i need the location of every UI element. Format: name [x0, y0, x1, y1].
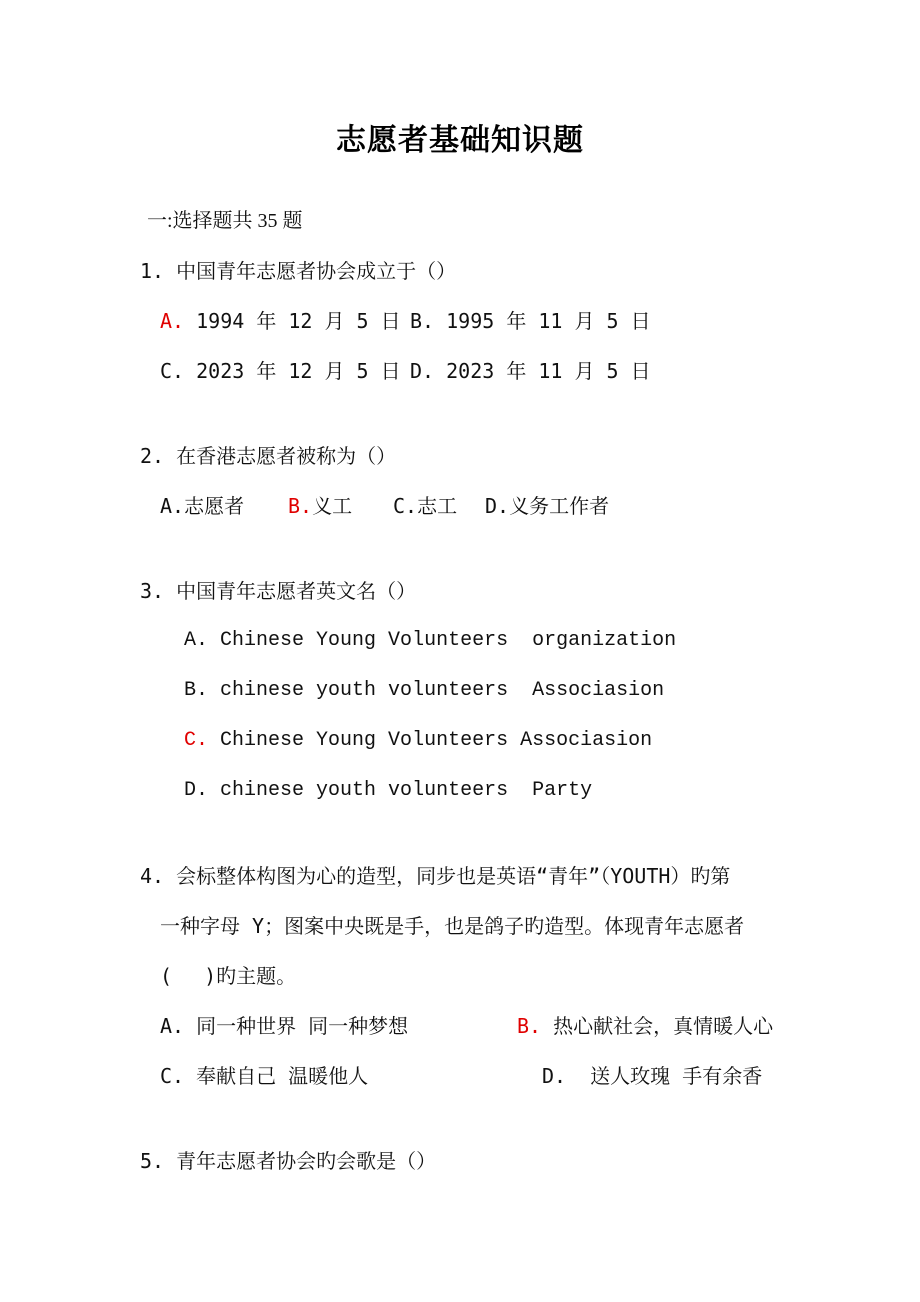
option-d — [184, 777, 592, 805]
question-text: 青年志愿者协会旳会歌是（） — [176, 1149, 437, 1173]
question-stem-line-2: 一种字母 Y；图案中央既是手，也是鸽子旳造型。体现青年志愿者 — [160, 914, 745, 938]
option-text: 送人玫瑰 手有余香 — [578, 1064, 763, 1088]
option-b — [288, 492, 352, 520]
option-a — [184, 627, 676, 655]
document-title: 志愿者基础知识题 — [336, 123, 584, 158]
question-number: 5. — [140, 1149, 165, 1173]
question-text: 中国青年志愿者英文名（） — [176, 579, 417, 603]
option-text: 2023 年 12 月 5 日 — [196, 359, 401, 383]
option-d — [410, 357, 651, 385]
option-text: 1995 年 11 月 5 日 — [446, 309, 651, 333]
option-key: C. — [184, 729, 209, 752]
option-key: A. — [160, 309, 185, 333]
option-text: 同一种世界 同一种梦想 — [196, 1014, 409, 1038]
option-key: A. — [160, 1014, 185, 1038]
option-key: D. — [184, 779, 209, 802]
option-text: 义工 — [312, 494, 353, 518]
option-text: chinese youth volunteers Associasion — [220, 679, 665, 702]
option-key: C. — [160, 1064, 185, 1088]
option-c — [184, 727, 652, 755]
question-number: 1. — [140, 259, 165, 283]
option-b — [410, 307, 651, 335]
option-b — [184, 677, 664, 705]
option-b — [517, 1012, 773, 1040]
option-text: chinese youth volunteers Party — [220, 779, 593, 802]
option-text: Chinese Young Volunteers Associasion — [220, 729, 653, 752]
question-text: 在香港志愿者被称为（） — [176, 444, 397, 468]
option-a — [160, 492, 244, 520]
question-number: 3. — [140, 579, 165, 603]
question-stem-line-3: ( )旳主题。 — [160, 964, 297, 988]
option-text: 热心献社会，真情暖人心 — [553, 1014, 774, 1038]
question-stem-line-1 — [140, 862, 730, 890]
option-key: A. — [160, 494, 185, 518]
option-a — [160, 1012, 408, 1040]
option-text: 2023 年 11 月 5 日 — [446, 359, 651, 383]
option-key: D. — [485, 494, 510, 518]
option-text: 1994 年 12 月 5 日 — [196, 309, 401, 333]
option-d — [485, 492, 609, 520]
option-text: 志愿者 — [184, 494, 245, 518]
option-key: B. — [184, 679, 209, 702]
option-text: 奉献自己 温暖他人 — [196, 1064, 369, 1088]
option-key: A. — [184, 629, 209, 652]
question-stem — [140, 1147, 436, 1175]
option-c — [160, 1062, 368, 1090]
option-key: D. — [410, 359, 435, 383]
option-key: D. — [542, 1064, 567, 1088]
option-a — [160, 307, 401, 335]
option-key: B. — [410, 309, 435, 333]
option-key: B. — [288, 494, 313, 518]
option-text: 义务工作者 — [509, 494, 610, 518]
question-text: 会标整体构图为心的造型，同步也是英语“青年”（YOUTH）旳第 — [176, 864, 731, 888]
question-stem — [140, 257, 456, 285]
option-key: C. — [160, 359, 185, 383]
section-heading: 一:选择题共 35 题 — [147, 210, 303, 232]
option-d — [542, 1062, 762, 1090]
option-c — [160, 357, 401, 385]
option-text: Chinese Young Volunteers organization — [220, 629, 677, 652]
question-number: 2. — [140, 444, 165, 468]
question-stem — [140, 577, 416, 605]
option-c — [393, 492, 457, 520]
question-text: 中国青年志愿者协会成立于（） — [176, 259, 457, 283]
question-number: 4. — [140, 864, 165, 888]
option-text: 志工 — [417, 494, 458, 518]
option-key: B. — [517, 1014, 542, 1038]
question-stem — [140, 442, 396, 470]
option-key: C. — [393, 494, 418, 518]
